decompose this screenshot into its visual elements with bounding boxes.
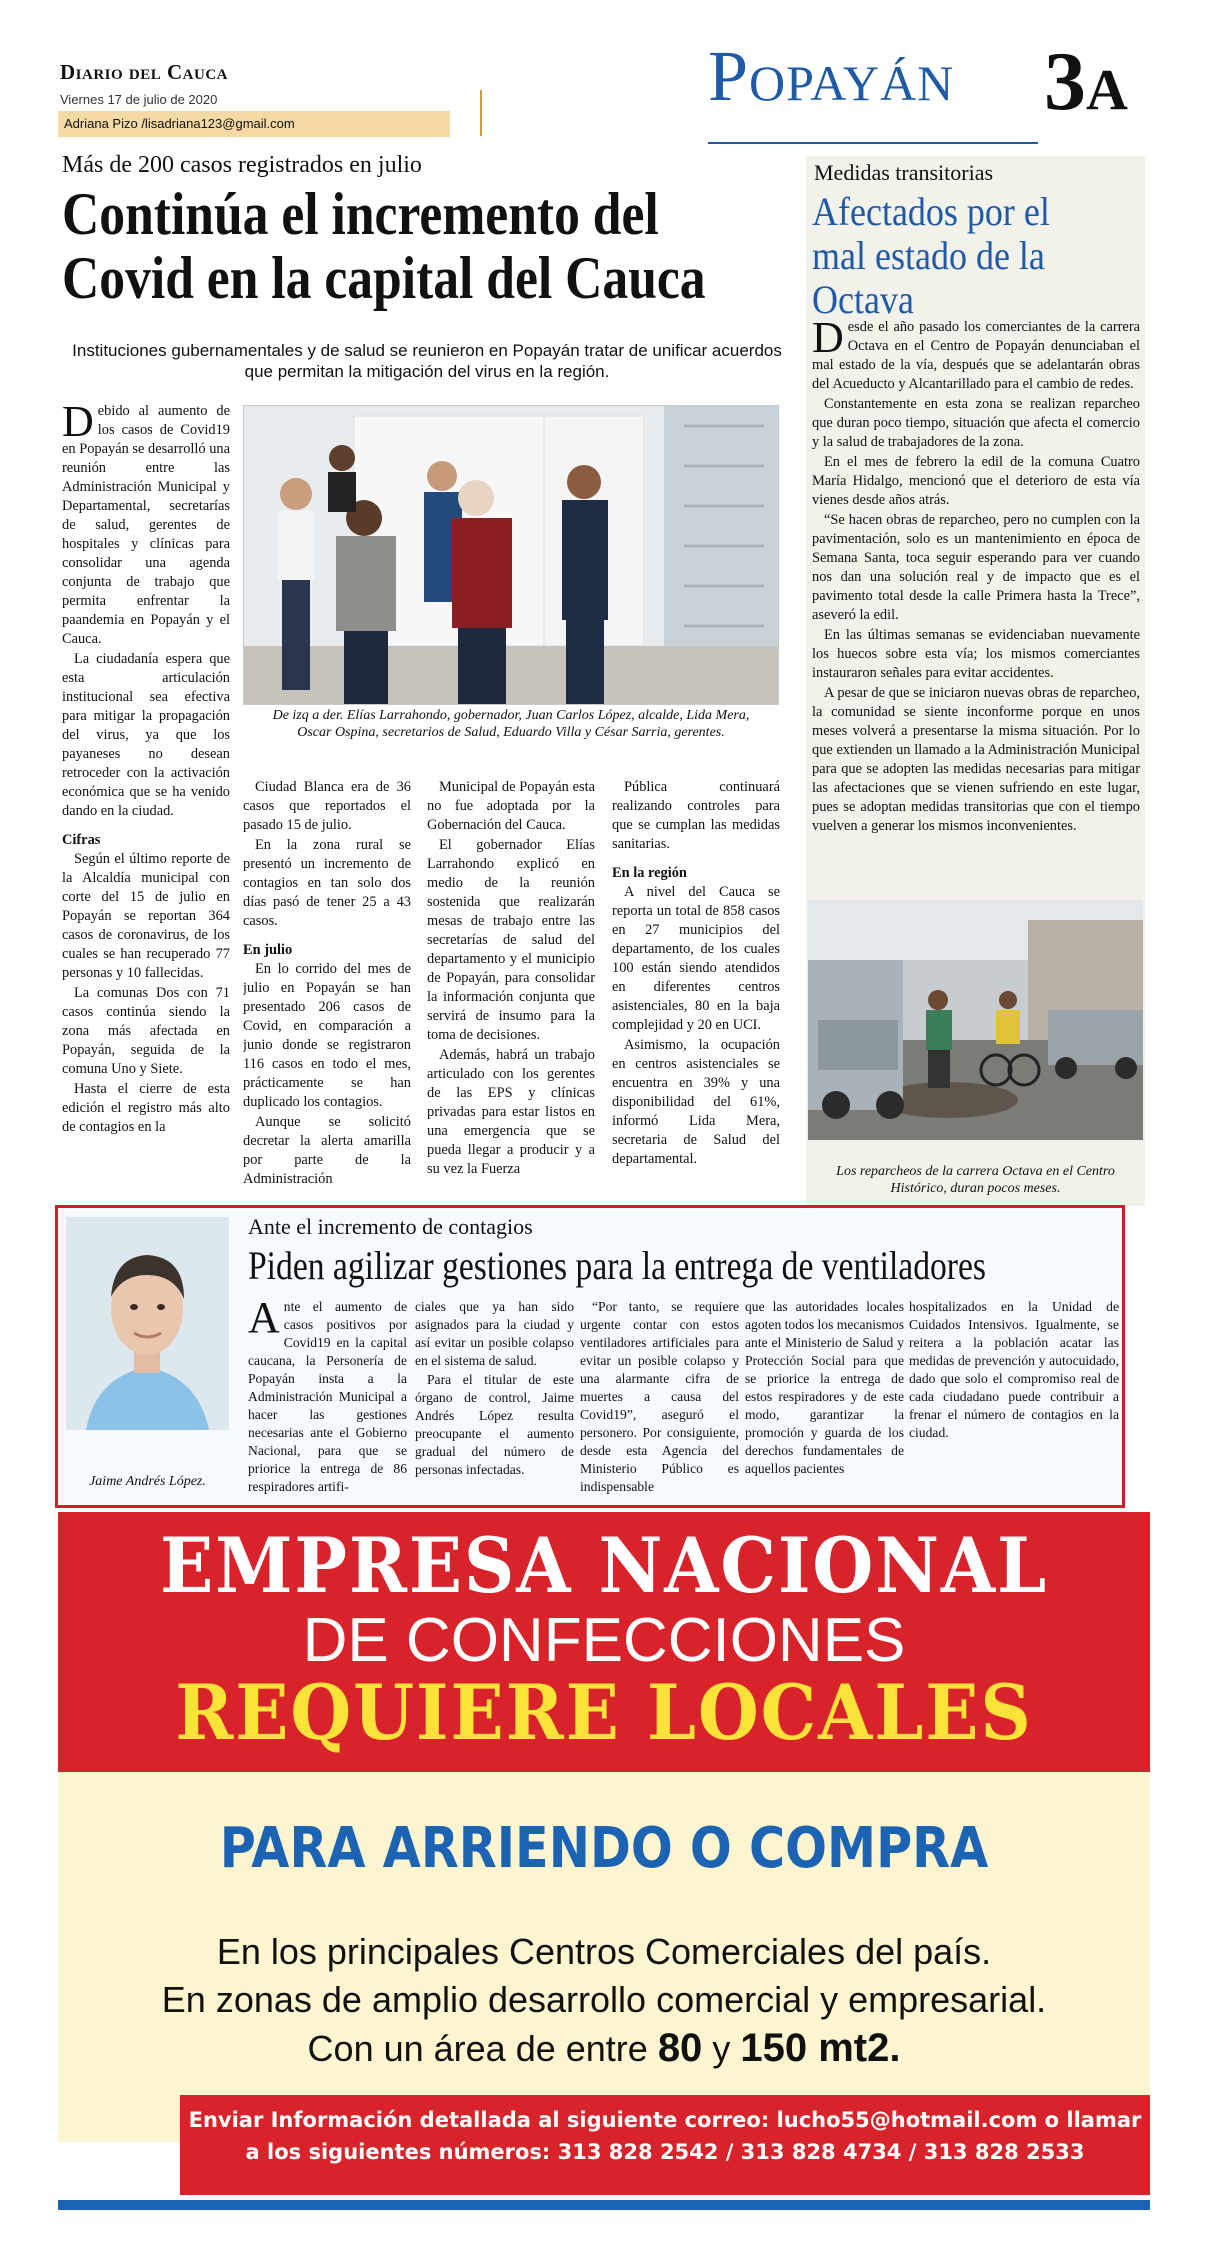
paragraph: que las autoridades locales agoten todos los mecanismos ante el Ministerio de Salud y Protección Social para que se priorice la entrega de estos respiradores y de este modo, garantizar la promoción y guarda de los derechos fundamentales de aquellos pacientes bbox=[745, 1299, 904, 1476]
paragraph: Para el titular de este órgano de control, Jaime Andrés López resulta preocupante el aumento gradual del número de personas infectadas. bbox=[415, 1372, 574, 1477]
main-story-headline bbox=[62, 181, 706, 311]
ventilator-kicker: Ante el incremento de contagios bbox=[248, 1214, 533, 1239]
ad-contact-line-2: a los siguientes números: 313 828 2542 / 313 828 4734 / 313 828 2533 bbox=[245, 2140, 1085, 2164]
main-headline-line-1: Continúa el incremento del bbox=[62, 181, 659, 247]
ad-area-max: 150 mt2. bbox=[740, 2026, 901, 2070]
ad-detail-line-3: Con un área de entre 80 y 150 mt2. bbox=[307, 2026, 901, 2070]
ventilator-column-4 bbox=[745, 1298, 904, 1498]
paragraph: A pesar de que se iniciaron nuevas obras de reparcheo, la comunidad se siente inconforme porque en unos meses volverá a presentarse la misma situación. Por lo que extienden un llamado a la Administración Municipal para que se adopten las medidas necesarias para mitigar las afectaciones que se vienen sufriendo en este lugar, pues se adoptan medidas transitorias que con el tiempo vuelven a generar los mismos inconvenientes. bbox=[812, 685, 1140, 834]
ad-blue-stripe bbox=[58, 2200, 1150, 2210]
ad-offer-line: PARA ARRIENDO O COMPRA bbox=[219, 1816, 989, 1881]
paragraph: Además, habrá un trabajo articulado con los gerentes de las EPS y clínicas privadas para estar listos en una emergencia que se pueda llegar a producir y a su vez la Fuerza bbox=[427, 1047, 595, 1177]
paragraph: hospitalizados en la Unidad de Cuidados Intensivos. Igualmente, se reitera a la población acatar las medidas de prevención y autocuidado, dado que solo el compromiso real de cada ciudadano puede contribuir a frenar el número de contagios en la ciudad. bbox=[909, 1299, 1119, 1440]
ventilator-column-5 bbox=[909, 1298, 1119, 1498]
ad-headline-line-3: REQUIERE LOCALES bbox=[175, 1668, 1033, 1757]
sidebar-body bbox=[812, 318, 1140, 891]
main-story-column-3 bbox=[427, 778, 595, 1198]
paragraph: Ciudad Blanca era de 36 casos que reportados el pasado 15 de julio. bbox=[243, 779, 411, 833]
ad-headline-line-1: EMPRESA NACIONAL bbox=[160, 1521, 1048, 1610]
section-title: Popayán bbox=[708, 36, 955, 116]
paragraph: Constantemente en esta zona se realizan reparcheo que duran poco tiempo, situación que afecta el comercio y la salud de trabajadores de la zona. bbox=[812, 396, 1140, 450]
paragraph: Debido al aumento de los casos de Covid19 en Popayán se desarrolló una reunión entre las Administración Municipal y Departamental, secretarías de salud, gerentes de hospitales y clínicas para consolidar una agenda conjunta de trabajo que permita enfrentar la paandemia en Popayán y el Cauca. bbox=[62, 402, 230, 647]
street-repair-illustration bbox=[808, 900, 1143, 1140]
paragraph: Según el último reporte de la Alcaldía municipal con corte del 15 de julio en Popayán se reportan 364 casos de coronavirus, de los cuales se han recuperado 77 personas y 10 fallecidas. bbox=[62, 851, 230, 981]
main-deck-line-1: Instituciones gubernamentales y de salud se reunieron en Popayán tratar de unificar acuerdos bbox=[72, 341, 782, 360]
page-number-digit: 3 bbox=[1044, 35, 1086, 128]
subhead-en-julio: En julio bbox=[243, 942, 293, 958]
issue-date: Viernes 17 de julio de 2020 bbox=[60, 92, 218, 107]
ad-headline-line-2: DE CONFECCIONES bbox=[302, 1606, 906, 1675]
paragraph: En lo corrido del mes de julio en Popayán se han presentado 206 casos de Covid, en comparación a junio donde se registraron 116 casos en todo el mes, prácticamente se han duplicado los contagios. bbox=[243, 961, 411, 1110]
drop-cap: D bbox=[62, 402, 94, 446]
paragraph: Asimismo, la ocupación en centros asistenciales se encuentra en 39% y una disponibilidad del 61%, informó Lida Mera, secretaria de Salud del departamental. bbox=[612, 1037, 780, 1167]
portrait-photo bbox=[66, 1217, 229, 1430]
paragraph: Pública continuará realizando controles para que se cumplan las medidas sanitarias. bbox=[612, 779, 780, 852]
paragraph: La ciudadanía espera que esta articulación institucional sea efectiva para mitigar la propagación del virus, ya que los payaneses no desean retroceder con la activación económica que se ha venido dando en la ciudad. bbox=[62, 651, 230, 819]
paragraph: “Por tanto, se requiere urgente contar con estos ventiladores artificiales para evitar un posible colapso y una alarmante cifra de muertes a causa del Covid19”, aseguró el personero. Por consiguiente, desde esta Agencia del Ministerio Público es indispensable bbox=[580, 1299, 739, 1494]
main-story-column-4 bbox=[612, 778, 780, 1198]
author-byline: Adriana Pizo /lisadriana123@gmail.com bbox=[58, 111, 450, 137]
paragraph: En la zona rural se presentó un incremento de contagios en tan solo dos días pasó de tener 25 a 43 casos. bbox=[243, 837, 411, 929]
newspaper-brand: Diario del Cauca bbox=[60, 60, 229, 84]
masthead-divider bbox=[480, 90, 482, 136]
meeting-photo bbox=[243, 405, 779, 705]
page-number bbox=[1044, 35, 1128, 128]
meeting-photo-illustration bbox=[244, 406, 779, 705]
ad-detail-line-1: En los principales Centros Comerciales del país. bbox=[216, 1931, 992, 1972]
subhead-en-la-region: En la región bbox=[612, 865, 687, 881]
ventilator-column-1 bbox=[248, 1298, 407, 1498]
subhead-cifras: Cifras bbox=[62, 832, 101, 848]
main-story-deck bbox=[62, 340, 792, 382]
paragraph: “Se hacen obras de reparcheo, pero no cumplen con la pavimentación, solo es un mantenimiento en época de Semana Santa, toca seguir esperando para ver cuando nos dan una solución real y de impacto que es el pavimento total desde la calle Primera hasta la Trece”, aseveró la edil. bbox=[812, 512, 1140, 623]
drop-cap: D bbox=[812, 318, 844, 362]
paragraph: A nivel del Cauca se reporta un total de 858 casos en 27 municipios del departamento, de los cuales 100 están siendo atendidos en diferentes centros asistenciales, 80 en la baja complejidad y 20 en UCI. bbox=[612, 884, 780, 1033]
street-repair-photo bbox=[808, 900, 1143, 1140]
ventilator-headline: Piden agilizar gestiones para la entrega de ventiladores bbox=[248, 1243, 986, 1288]
section-rule bbox=[708, 142, 1038, 144]
drop-cap: A bbox=[248, 1298, 280, 1342]
street-repair-caption: Los reparcheos de la carrera Octava en el Centro Histórico, duran pocos meses. bbox=[836, 1164, 1115, 1196]
paragraph: Desde el año pasado los comerciantes de la carrera Octava en el Centro de Popayán denunciaban el mal estado de la vía, después que se adelantarán obras del Acueducto y Alcantarillado para el cambio de redes. bbox=[812, 318, 1140, 392]
ventilator-column-3 bbox=[580, 1298, 739, 1498]
paragraph: En las últimas semanas se evidenciaban nuevamente los huecos sobre esta vía; los mismos comerciantes instauraron señales para evitar accidentes. bbox=[812, 627, 1140, 681]
meeting-photo-caption: De izq a der. Elías Larrahondo, gobernador, Juan Carlos López, alcalde, Lida Mera, Oscar Ospina, secretarios de Salud, Eduardo Villa y César Sarria, gerentes. bbox=[272, 708, 750, 740]
paragraph: Municipal de Popayán esta no fue adoptada por la Gobernación del Cauca. bbox=[427, 779, 595, 833]
paragraph: Hasta el cierre de esta edición el registro más alto de contagios en la bbox=[62, 1081, 230, 1135]
paragraph: ciales que ya han sido asignados para la ciudad y así evitar un posible colapso en el sistema de salud. bbox=[415, 1299, 574, 1368]
ad-detail-line-2: En zonas de amplio desarrollo comercial y empresarial. bbox=[161, 1979, 1047, 2020]
ad-contact-line-1: Enviar Información detallada al siguiente correo: lucho55@hotmail.com o llamar bbox=[188, 2108, 1142, 2132]
paragraph: El gobernador Elías Larrahondo explicó en medio de la reunión sostenida que realizarán mesas de trabajo entre las secretarías de salud del departamento y el municipio de Popayán, para consolidar la información conjunta que servirá de insumo para la toma de decisiones. bbox=[427, 837, 595, 1043]
paragraph: Aunque se solicitó decretar la alerta amarilla por parte de la Administración bbox=[243, 1114, 411, 1187]
portrait-caption: Jaime Andrés López. bbox=[89, 1474, 206, 1489]
ad-area-min: 80 bbox=[657, 2026, 703, 2070]
main-deck-line-2: que permitan la mitigación del virus en la región. bbox=[244, 362, 610, 381]
portrait-illustration bbox=[66, 1217, 229, 1430]
paragraph: La comunas Dos con 71 casos continúa siendo la zona más afectada en Popayán, seguida de la comuna Uno y Siete. bbox=[62, 985, 230, 1077]
paragraph: En el mes de febrero la edil de la comuna Cuatro María Hidalgo, mencionó que el deterioro de esta vía vienes desde años atrás. bbox=[812, 454, 1140, 508]
main-story-kicker: Más de 200 casos registrados en julio bbox=[62, 152, 422, 178]
page-number-suffix: A bbox=[1086, 57, 1128, 122]
main-headline-line-2: Covid en la capital del Cauca bbox=[62, 245, 706, 311]
sidebar-headline: Afectados por el mal estado de la Octava bbox=[812, 189, 1050, 322]
main-story-column-2 bbox=[243, 778, 411, 1198]
paragraph: Ante el aumento de casos positivos por Covid19 en la capital caucana, la Personería de Popayán insta a la Administración Municipal a hacer las gestiones necesarias ante el Gobierno Nacional, para que se priorice la entrega de 86 respiradores artifi- bbox=[248, 1298, 407, 1494]
main-story-column-1 bbox=[62, 402, 230, 1197]
sidebar-kicker: Medidas transitorias bbox=[814, 160, 994, 185]
ventilator-column-2 bbox=[415, 1298, 574, 1498]
